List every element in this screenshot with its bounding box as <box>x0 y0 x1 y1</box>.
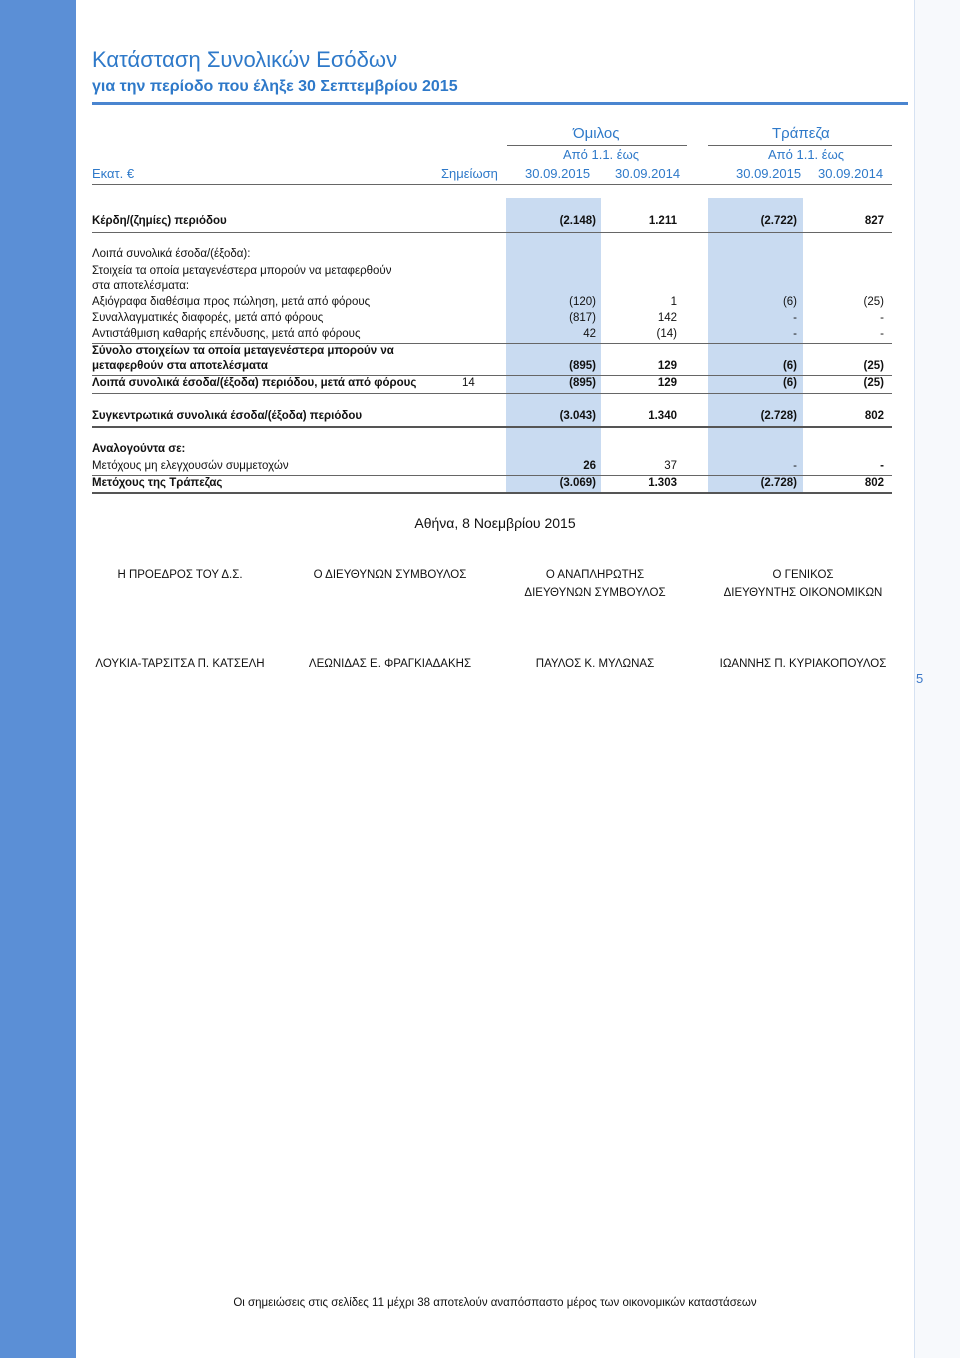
signature-role: Ο ΔΙΕΥΘΥΝΩΝ ΣΥΜΒΟΥΛΟΣ <box>313 569 467 581</box>
date-col-3: 30.09.2015 <box>736 166 802 181</box>
table-row: στα αποτελέσματα: <box>92 280 190 292</box>
table-row: Σύνολο στοιχείων τα οποία μεταγενέστερα μπορούν να <box>92 345 394 357</box>
title-divider <box>92 102 908 105</box>
signature-role: Ο ΑΝΑΠΛΗΡΩΤΗΣ <box>545 569 645 581</box>
date-col-1: 30.09.2015 <box>525 166 591 181</box>
date-col-2: 30.09.2014 <box>615 166 681 181</box>
footer-note: Οι σημειώσεις στις σελίδες 11 μέχρι 38 αποτελούν αναπόσπαστο μέρος των οικονομικών καταστάσεων <box>233 1297 757 1309</box>
table-row: Μετόχους μη ελεγχουσών συμμετοχών 26 37 - - <box>92 460 884 472</box>
signatory-name: ΛΕΩΝΙΔΑΣ Ε. ΦΡΑΓΚΙΑΔΑΚΗΣ <box>308 658 472 670</box>
row-divider <box>92 475 892 476</box>
table-row: Αξιόγραφα διαθέσιμα προς πώληση, μετά από φόρους (120) 1 (6) (25) <box>92 296 884 308</box>
date-col-4: 30.09.2014 <box>818 166 884 181</box>
signatory-name: ΛΟΥΚΙΑ-ΤΑΡΣΙΤΣΑ Π. ΚΑΤΣΕΛΗ <box>95 658 265 670</box>
row-divider <box>92 375 892 376</box>
page-title: Κατάσταση Συνολικών Εσόδων <box>92 47 398 72</box>
row-divider-double <box>92 492 892 494</box>
table-row: Κέρδη/(ζημίες) περιόδου (2.148) 1.211 (2.722) 827 <box>92 215 884 227</box>
page-number: 5 <box>916 671 924 686</box>
note-column-header: Σημείωση <box>441 166 498 181</box>
row-divider <box>92 232 892 233</box>
signature-role: Ο ΓΕΝΙΚΟΣ <box>772 569 834 581</box>
bank-header: Τράπεζα <box>772 125 830 142</box>
signature-role: Η ΠΡΟΕΔΡΟΣ ΤΟΥ Δ.Σ. <box>117 569 243 581</box>
signature-role-line2: ΔΙΕΥΘΥΝΤΗΣ ΟΙΚΟΝΟΜΙΚΩΝ <box>723 587 883 599</box>
group-header: Όμιλος <box>573 125 620 142</box>
page-subtitle: για την περίοδο που έληξε 30 Σεπτεμβρίου 2015 <box>92 78 458 95</box>
table-row: μεταφερθούν στα αποτελέσματα (895) 129 (6) (25) <box>92 360 884 372</box>
place-date: Αθήνα, 8 Νοεμβρίου 2015 <box>414 515 576 531</box>
signature-role-line2: ΔΙΕΥΘΥΝΩΝ ΣΥΜΒΟΥΛΟΣ <box>524 587 666 599</box>
table-row: Συναλλαγματικές διαφορές, μετά από φόρους (817) 142 - - <box>92 312 884 324</box>
bank-header-rule <box>708 145 892 146</box>
bank-period-label: Από 1.1. έως <box>768 147 844 162</box>
table-row: Μετόχους της Τράπεζας (3.069) 1.303 (2.728) 802 <box>92 477 884 489</box>
row-divider <box>92 343 892 344</box>
row-divider <box>92 393 892 394</box>
row-divider-double <box>92 426 892 428</box>
table-row: Συγκεντρωτικά συνολικά έσοδα/(έξοδα) περιόδου (3.043) 1.340 (2.728) 802 <box>92 410 884 422</box>
signatory-name: ΠΑΥΛΟΣ Κ. ΜΥΛΩΝΑΣ <box>535 658 655 670</box>
group-header-rule <box>507 145 687 146</box>
table-row: Λοιπά συνολικά έσοδα/(έξοδα) περιόδου, μετά από φόρους 14 (895) 129 (6) (25) <box>92 377 884 389</box>
table-row: Αντιστάθμιση καθαρής επένδυσης, μετά από φόρους 42 (14) - - <box>92 328 884 340</box>
table-row: Στοιχεία τα οποία μεταγενέστερα μπορούν να μεταφερθούν <box>92 265 392 277</box>
left-accent-bar <box>0 0 76 1358</box>
table-row: Αναλογούντα σε: <box>92 443 186 455</box>
signatory-name: ΙΩΑΝΝΗΣ Π. ΚΥΡΙΑΚΟΠΟΥΛΟΣ <box>719 658 887 670</box>
group-period-label: Από 1.1. έως <box>563 147 639 162</box>
header-bottom-rule <box>92 184 892 185</box>
table-row: Λοιπά συνολικά έσοδα/(έξοδα): <box>92 248 251 260</box>
units-label: Εκατ. € <box>92 166 135 181</box>
